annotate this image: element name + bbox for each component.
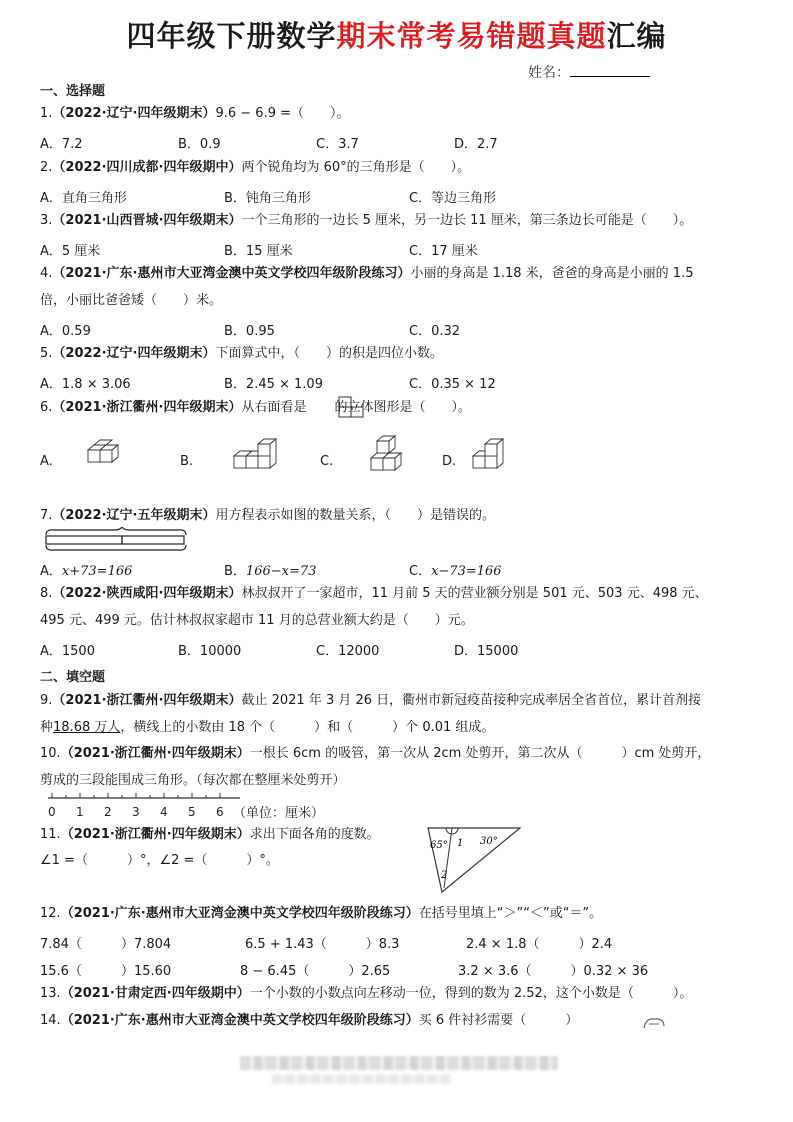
question-12 xyxy=(40,906,602,922)
question-8 xyxy=(40,586,708,602)
option-d[interactable]: D. xyxy=(442,454,457,469)
question-1 xyxy=(40,106,350,122)
option-d[interactable]: D．15000 xyxy=(454,644,519,659)
option-a[interactable] xyxy=(40,560,132,579)
question-number: 4. xyxy=(40,266,53,281)
question-number: 13. xyxy=(40,986,61,1001)
question-text: 从右面看是 xyxy=(241,400,307,415)
option-expression: x+73=166 xyxy=(61,564,133,579)
question-14 xyxy=(40,1013,578,1029)
ruler-label: 2 xyxy=(104,805,112,819)
text: ，横线上的小数由 18 个（ ）和（ ）个 0.01 组成。 xyxy=(120,720,495,735)
option-letter: B． xyxy=(224,564,246,579)
option-letter: C． xyxy=(409,564,432,579)
option-b[interactable]: B．2.45 × 1.09 xyxy=(224,377,323,392)
question-text: 一个小数的小数点向左移动一位，得到的数为 2.52，这个小数是（ ）。 xyxy=(249,986,693,1001)
question-text: 买 6 件衬衫需要（ ） xyxy=(418,1013,579,1028)
cube-figure-c[interactable] xyxy=(368,434,412,474)
question-text: 9.6 − 6.9 =（ ）。 xyxy=(215,106,350,121)
section-heading-fill: 二、填空题 xyxy=(40,670,106,685)
option-c[interactable]: C．0.32 xyxy=(409,324,461,339)
question-number: 5. xyxy=(40,346,53,361)
question-text: 的立体图形是（ ）。 xyxy=(334,400,471,415)
option-c[interactable]: C．17 厘米 xyxy=(409,244,478,259)
question-6 xyxy=(40,400,471,416)
angle-label-2: 2 xyxy=(441,870,448,881)
question-number: 14. xyxy=(40,1013,61,1028)
cube-figure-a[interactable] xyxy=(84,436,130,472)
question-5 xyxy=(40,346,443,362)
question-10 xyxy=(40,746,710,762)
question-source: （2022·辽宁·四年级期末） xyxy=(52,346,216,361)
question-text: 两个锐角均为 60°的三角形是（ ）。 xyxy=(241,160,471,175)
option-c[interactable]: C. xyxy=(320,454,334,469)
question-text: 小丽的身高是 1.18 米，爸爸的身高是小丽的 1.5 xyxy=(410,266,694,281)
option-b[interactable]: B．0.9 xyxy=(178,137,221,152)
bar-diagram xyxy=(44,527,188,553)
title-highlight: 期末常考易错题真题 xyxy=(336,19,607,53)
option-a[interactable]: A. xyxy=(40,454,53,469)
question-11 xyxy=(40,827,380,843)
ruler-label: 0 xyxy=(48,805,56,819)
name-field[interactable] xyxy=(528,62,650,82)
title-part-3: 汇编 xyxy=(606,19,667,53)
option-b[interactable]: B．10000 xyxy=(178,644,242,659)
question-source: （2022·辽宁·四年级期末） xyxy=(52,106,216,121)
question-text-continued: 495 元、499 元。估计林叔叔家超市 11 月的总营业额大约是（ ）元。 xyxy=(40,613,474,628)
compare-item[interactable]: 7.84（ ）7.804 xyxy=(40,937,172,952)
watermark-blur xyxy=(272,1074,452,1084)
option-c[interactable]: C．3.7 xyxy=(316,137,359,152)
ruler xyxy=(44,792,244,822)
question-number: 9. xyxy=(40,693,53,708)
ruler-label: 3 xyxy=(132,805,140,819)
name-label: 姓名： xyxy=(528,65,570,81)
option-b[interactable]: B. xyxy=(180,454,194,469)
question-text: 求出下面各角的度数。 xyxy=(249,827,380,842)
angle-label-30: 30° xyxy=(480,836,498,847)
option-expression: 166−x=73 xyxy=(245,564,317,579)
ruler-label: 5 xyxy=(188,805,196,819)
question-text-continued: 剪成的三段能围成三角形。（每次都在整厘米处剪开） xyxy=(40,773,346,788)
triangle-figure xyxy=(424,826,524,896)
title-part-1: 四年级下册数学 xyxy=(126,19,337,53)
option-b[interactable]: B．钝角三角形 xyxy=(224,191,311,206)
option-letter: A． xyxy=(40,564,62,579)
option-b[interactable]: B．0.95 xyxy=(224,324,275,339)
cube-figure-b[interactable] xyxy=(232,436,288,474)
option-a[interactable]: A．1500 xyxy=(40,644,95,659)
question-source: （2022·辽宁·五年级期末） xyxy=(52,508,216,523)
option-c[interactable] xyxy=(409,560,502,579)
question-source: （2021·广东·惠州市大亚湾金澳中英文学校四年级阶段练习） xyxy=(60,906,419,921)
question-source: （2021·浙江衢州·四年级期末） xyxy=(52,400,242,415)
question-source: （2021·广东·惠州市大亚湾金澳中英文学校四年级阶段练习） xyxy=(60,1013,419,1028)
question-number: 12. xyxy=(40,906,61,921)
option-d[interactable]: D．2.7 xyxy=(454,137,498,152)
question-7 xyxy=(40,508,495,524)
ruler-unit: （单位：厘米） xyxy=(233,806,325,821)
question-13 xyxy=(40,986,692,1002)
cube-figure-d[interactable] xyxy=(470,434,510,472)
underlined-number: 18.68 万人 xyxy=(53,720,121,735)
question-number: 3. xyxy=(40,213,53,228)
question-source: （2021·浙江衢州·四年级期末） xyxy=(60,827,250,842)
angle-label-65: 65° xyxy=(430,840,448,851)
option-b[interactable] xyxy=(224,560,316,579)
ruler-label: 4 xyxy=(160,805,168,819)
question-3 xyxy=(40,213,692,229)
question-source: （2021·浙江衢州·四年级期末） xyxy=(60,746,250,761)
question-text: 在括号里填上“＞”“＜”或“＝”。 xyxy=(418,906,603,921)
answer-line: ∠1 =（ ）°，∠2 =（ ）°。 xyxy=(40,853,279,868)
question-9 xyxy=(40,693,701,709)
ruler-label: 1 xyxy=(76,805,84,819)
right-view-figure xyxy=(338,396,364,418)
partial-figure-icon xyxy=(642,1016,668,1030)
question-number: 1. xyxy=(40,106,53,121)
question-number: 11. xyxy=(40,827,61,842)
compare-item[interactable]: 6.5 + 1.43（ ）8.3 xyxy=(245,937,400,952)
question-text-continued: 倍，小丽比爸爸矮（ ）米。 xyxy=(40,293,223,308)
question-text: 林叔叔开了一家超市，11 月前 5 天的营业额分别是 501 元、503 元、498 元、 xyxy=(241,586,708,601)
option-a[interactable]: A．5 厘米 xyxy=(40,244,101,259)
option-a[interactable]: A．7.2 xyxy=(40,137,83,152)
option-a[interactable]: A．1.8 × 3.06 xyxy=(40,377,131,392)
question-source: （2021·浙江衢州·四年级期末） xyxy=(52,693,242,708)
option-expression: x−73=166 xyxy=(431,564,502,579)
text: 种 xyxy=(40,720,54,735)
question-text: 下面算式中，（ ）的积是四位小数。 xyxy=(215,346,443,361)
question-source: （2022·四川成都·四年级期中） xyxy=(52,160,242,175)
question-source: （2021·广东·惠州市大亚湾金澳中英文学校四年级阶段练习） xyxy=(52,266,411,281)
compare-item[interactable]: 8 − 6.45（ ）2.65 xyxy=(240,964,391,979)
option-c[interactable]: C．0.35 × 12 xyxy=(409,377,496,392)
option-c[interactable]: C．12000 xyxy=(316,644,380,659)
question-number: 7. xyxy=(40,508,53,523)
compare-item[interactable]: 15.6（ ）15.60 xyxy=(40,964,172,979)
question-number: 8. xyxy=(40,586,53,601)
compare-item[interactable]: 3.2 × 3.6（ ）0.32 × 36 xyxy=(458,964,649,979)
question-number: 6. xyxy=(40,400,53,415)
compare-item[interactable]: 2.4 × 1.8（ ）2.4 xyxy=(466,937,613,952)
question-2 xyxy=(40,160,470,176)
question-source: （2021·甘肃定西·四年级期中） xyxy=(60,986,250,1001)
question-4 xyxy=(40,266,694,282)
question-text: 截止 2021 年 3 月 26 日，衢州市新冠疫苗接种完成率居全省首位，累计首剂接 xyxy=(241,693,702,708)
question-number: 2. xyxy=(40,160,53,175)
option-a[interactable]: A．0.59 xyxy=(40,324,91,339)
question-number: 10. xyxy=(40,746,61,761)
question-text: 一根长 6cm 的吸管，第一次从 2cm 处剪开，第二次从（ ）cm 处剪开， xyxy=(249,746,711,761)
question-text: 用方程表示如图的数量关系，（ ）是错误的。 xyxy=(215,508,495,523)
ruler-label: 6 xyxy=(216,805,224,819)
question-text-continued xyxy=(40,720,494,736)
option-c[interactable]: C．等边三角形 xyxy=(409,191,497,206)
question-source: （2022·陕西咸阳·四年级期末） xyxy=(52,586,242,601)
option-a[interactable]: A．直角三角形 xyxy=(40,191,127,206)
option-b[interactable]: B．15 厘米 xyxy=(224,244,293,259)
question-text: 一个三角形的一边长 5 厘米，另一边长 11 厘米，第三条边长可能是（ ）。 xyxy=(241,213,693,228)
angle-label-1: 1 xyxy=(457,838,464,849)
question-source: （2021·山西晋城·四年级期末） xyxy=(52,213,242,228)
section-heading-choice: 一、选择题 xyxy=(40,84,106,99)
page-title xyxy=(0,14,793,55)
watermark-blur xyxy=(240,1056,558,1070)
name-blank[interactable] xyxy=(570,64,650,77)
